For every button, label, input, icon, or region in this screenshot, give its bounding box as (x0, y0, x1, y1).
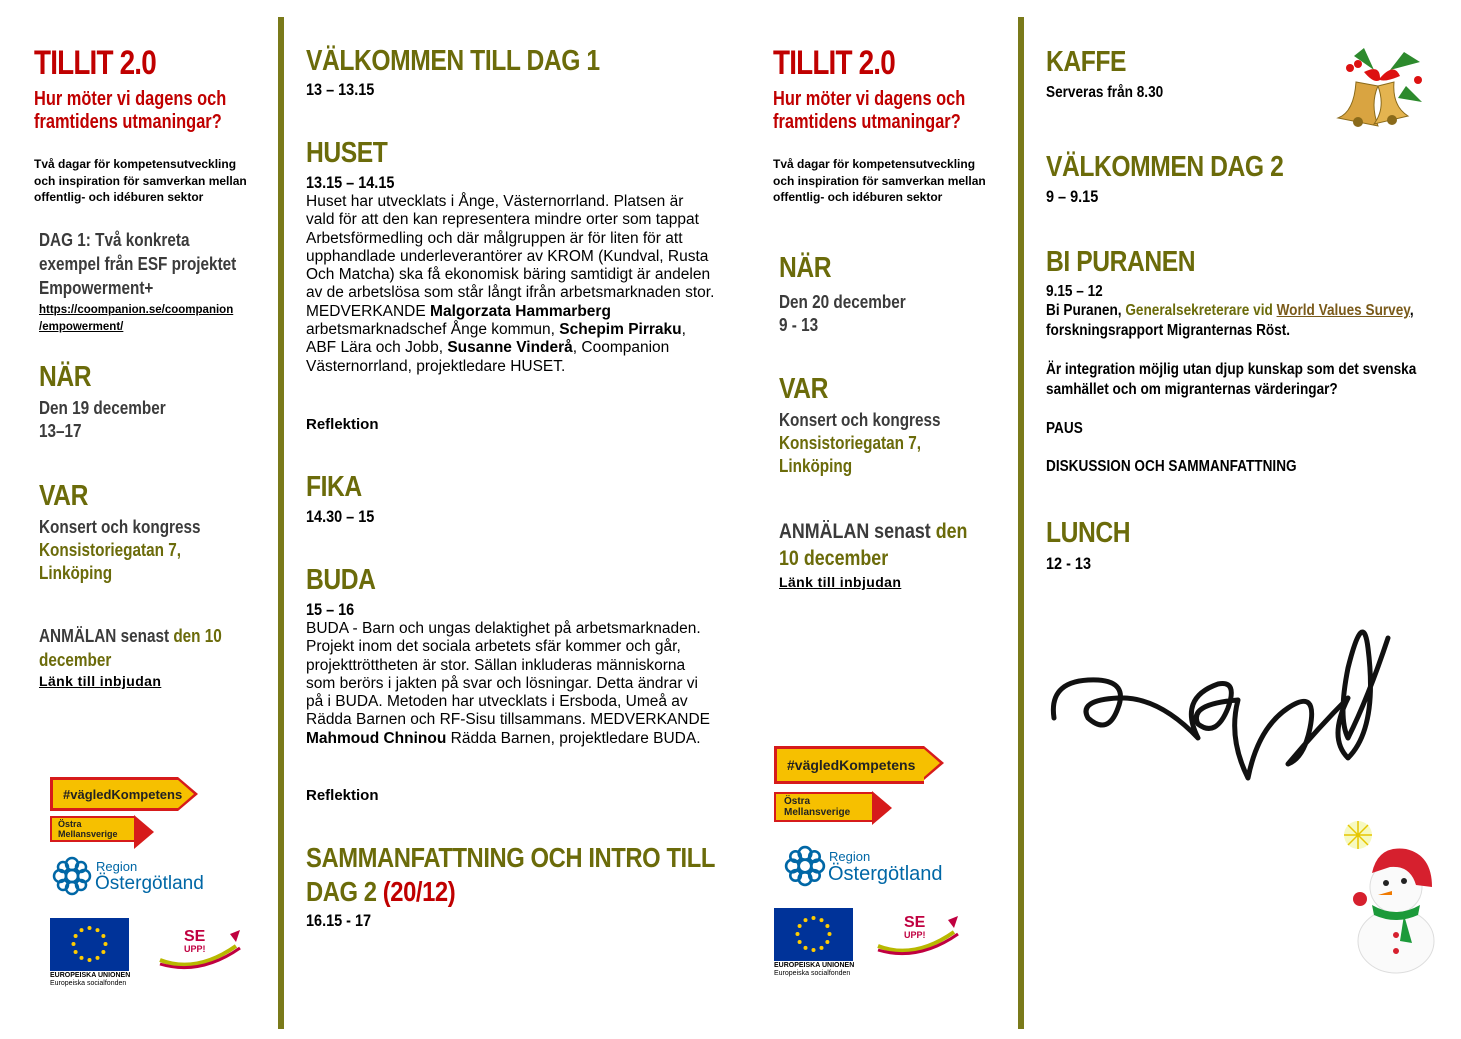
buda-heading: BUDA (306, 564, 376, 596)
bi-name: Bi Puranen (1046, 302, 1118, 319)
huset-description (306, 193, 716, 376)
buda-description (306, 620, 716, 748)
ostra-sign (774, 792, 872, 822)
bi-puranen-line-1 (1046, 302, 1414, 320)
huset-text-3: , Coompanion Västernorrland, projektledare HUSET. (306, 339, 670, 375)
nar-time: 9 - 13 (779, 315, 819, 335)
reflektion-1: Reflektion (306, 416, 379, 433)
nar-time: 13–17 (39, 421, 82, 441)
title: TILLIT 2.0 (773, 44, 895, 82)
subtitle-line-1: Hur möter vi dagens och (34, 88, 227, 110)
seupp-bottom-text: UPP! (184, 944, 206, 954)
description-line-3: offentlig- och idéburen sektor (773, 190, 943, 204)
project-url[interactable] (39, 302, 233, 336)
seupp-bottom-text: UPP! (904, 930, 926, 940)
region-label-small: Region (829, 849, 871, 864)
paus-label: PAUS (1046, 420, 1083, 437)
huset-text-1: arbetsmarknadschef Ånge kommun, (306, 321, 560, 339)
huset-text-2: , ABF Lära och Jobb, (306, 321, 686, 357)
huset-person-3: Susanne Vinderå (447, 339, 573, 357)
nar-date: Den 20 december (779, 292, 906, 312)
diskussion-label: DISKUSSION OCH SAMMANFATTNING (1046, 458, 1297, 475)
bi-separator: , (1117, 302, 1126, 319)
region-flower-icon (784, 845, 826, 887)
huset-time: 13.15 – 14.15 (306, 173, 395, 192)
var-city: Linköping (779, 456, 853, 476)
ostra-sign (50, 816, 134, 842)
eu-caption-line-1: EUROPEISKA UNIONEN (774, 962, 855, 969)
description-line-1: Två dagar för kompetensutveckling (773, 157, 976, 171)
god-jul-text (1168, 658, 1172, 659)
var-city: Linköping (39, 563, 113, 583)
anmalan-date-part: den (935, 520, 968, 543)
invite-link[interactable]: Länk till inbjudan (39, 673, 162, 689)
fika-time: 14.30 – 15 (306, 507, 375, 526)
eu-caption-line-1: EUROPEISKA UNIONEN (50, 972, 131, 979)
region-label-big: Östergötland (828, 863, 943, 885)
anmalan-label: ANMÄLAN senast (779, 520, 936, 543)
var-heading: VAR (39, 480, 88, 512)
world-values-survey-link[interactable]: World Values Survey (1276, 302, 1410, 319)
vagled-sign (50, 777, 183, 811)
reflektion-2: Reflektion (306, 787, 379, 804)
huset-text: Huset har utvecklats i Ånge, Västernorrland. Platsen är vald för att den kan representera mindre orter som tappat Arbetsförmedling och där målgruppen är för liten för att upphandlade underleverantörer av KROM (Kundval, Rusta Och Matcha) ska få ekonomisk bäring samtidigt är andelen av de arbetslösa som står långt ifrån arbetsmarknaden stor. MEDVERKANDE (306, 193, 715, 320)
bi-puranen-heading: BI PURANEN (1046, 246, 1196, 278)
question-line-2: samhället och om migranternas värderingar? (1046, 381, 1338, 398)
seupp-logo (156, 926, 246, 974)
buda-text: BUDA - Barn och ungas delaktighet på arbetsmarknaden. Projekt inom det sociala arbetets sfär kommer och går, projekttröttheten är stor. Sällan inkluderas människorna som berörs i jakten på svar och lösningar. Detta ändrar vi på i BUDA. Metoden har utvecklats i Ersboda, Umeå av Rädda Barnen och RF-Sisu tillsammans. MEDVERKANDE (306, 620, 710, 729)
bi-puranen-line-2: forskningsrapport Migranternas Röst. (1046, 322, 1291, 339)
nar-heading: NÄR (779, 252, 832, 284)
description-line-2: och inspiration för samverkan mellan (773, 174, 986, 188)
summary-time: 16.15 - 17 (306, 911, 372, 930)
title: TILLIT 2.0 (34, 44, 156, 82)
nar-date: Den 19 december (39, 398, 166, 418)
lunch-time: 12 - 13 (1046, 554, 1091, 573)
project-url-line-1[interactable]: https://coompanion.se/coompanion (39, 304, 234, 316)
lunch-heading: LUNCH (1046, 517, 1131, 549)
day1-line-3: Empowerment+ (39, 278, 154, 298)
subtitle-line-2: framtidens utmaningar? (773, 111, 961, 133)
column-divider-left (278, 17, 284, 1029)
description-line-2: och inspiration för samverkan mellan (34, 174, 247, 188)
description-line-1: Två dagar för kompetensutveckling (34, 157, 237, 171)
var-venue: Konsert och kongress (779, 410, 941, 430)
anmalan-line-1 (39, 625, 222, 649)
eu-caption-line-2: Europeiska socialfonden (774, 970, 851, 977)
column-divider-right (1018, 17, 1024, 1029)
project-url-line-2[interactable]: /empowerment/ (39, 321, 124, 333)
invite-link[interactable]: Länk till inbjudan (779, 574, 902, 590)
welcome-day1-heading: VÄLKOMMEN TILL DAG 1 (306, 45, 600, 77)
vagled-sign (774, 746, 924, 784)
summary-line-1: SAMMANFATTNING OCH INTRO TILL (306, 842, 715, 873)
eu-caption (50, 972, 130, 988)
region-flower-icon (52, 856, 92, 896)
summary-date: (20/12) (382, 876, 456, 907)
huset-person-2: Schepim Pirraku (559, 321, 682, 339)
subtitle-line-1: Hur möter vi dagens och (773, 88, 966, 110)
region-label-small: Region (96, 859, 138, 874)
welcome-day2-time: 9 – 9.15 (1046, 187, 1099, 206)
anmalan-label: ANMÄLAN senast (39, 626, 174, 646)
summary-day2: DAG 2 (306, 876, 383, 907)
anmalan-line-2: december (39, 650, 112, 670)
nar-heading: NÄR (39, 361, 92, 393)
day1-line-2: exempel från ESF projektet (39, 254, 237, 274)
buda-time: 15 – 16 (306, 600, 355, 619)
welcome-day1-time: 13 – 13.15 (306, 80, 375, 99)
day1-line-1: DAG 1: Två konkreta (39, 230, 190, 250)
huset-person-1: Malgorzata Hammarberg (430, 302, 611, 320)
vagled-text: #vägledKompetens (63, 786, 183, 802)
fika-heading: FIKA (306, 471, 362, 503)
anmalan-line-2: 10 december (779, 547, 889, 570)
christmas-bells-icon (1334, 42, 1429, 132)
subtitle-line-2: framtidens utmaningar? (34, 111, 222, 133)
eu-flag-icon (50, 918, 129, 971)
seupp-top-text: SE (184, 928, 206, 945)
god-jul-script (1048, 588, 1398, 783)
huset-heading: HUSET (306, 137, 388, 169)
vagled-text: #vägledKompetens (787, 757, 916, 773)
snowman-icon (1320, 815, 1440, 980)
welcome-day2-heading: VÄLKOMMEN DAG 2 (1046, 151, 1284, 183)
eu-caption (774, 962, 854, 978)
region-label-big: Östergötland (95, 873, 204, 894)
buda-person-1: Mahmoud Chninou (306, 729, 447, 747)
ostra-text: Östra Mellansverige (784, 796, 851, 818)
kaffe-heading: KAFFE (1046, 46, 1127, 78)
anmalan-line-1 (779, 519, 967, 545)
buda-text-1: Rädda Barnen, projektledare BUDA. (446, 729, 701, 747)
bi-role: Generalsekreterare vid (1125, 302, 1277, 319)
bi-puranen-time: 9.15 – 12 (1046, 283, 1103, 300)
kaffe-text: Serveras från 8.30 (1046, 84, 1164, 101)
var-street: Konsistoriegatan 7, (779, 433, 921, 453)
description-line-3: offentlig- och idéburen sektor (34, 190, 204, 204)
eu-flag-icon (774, 908, 853, 961)
bi-comma: , (1409, 302, 1414, 319)
eu-caption-line-2: Europeiska socialfonden (50, 980, 127, 987)
var-venue: Konsert och kongress (39, 517, 201, 537)
summary-line-2 (306, 876, 455, 908)
var-street: Konsistoriegatan 7, (39, 540, 181, 560)
question-line-1: Är integration möjlig utan djup kunskap som det svenska (1046, 361, 1417, 378)
seupp-logo (874, 912, 964, 960)
seupp-top-text: SE (904, 914, 926, 931)
anmalan-date-part: den 10 (173, 626, 222, 646)
ostra-text: Östra Mellansverige (58, 819, 118, 839)
var-heading: VAR (779, 373, 828, 405)
